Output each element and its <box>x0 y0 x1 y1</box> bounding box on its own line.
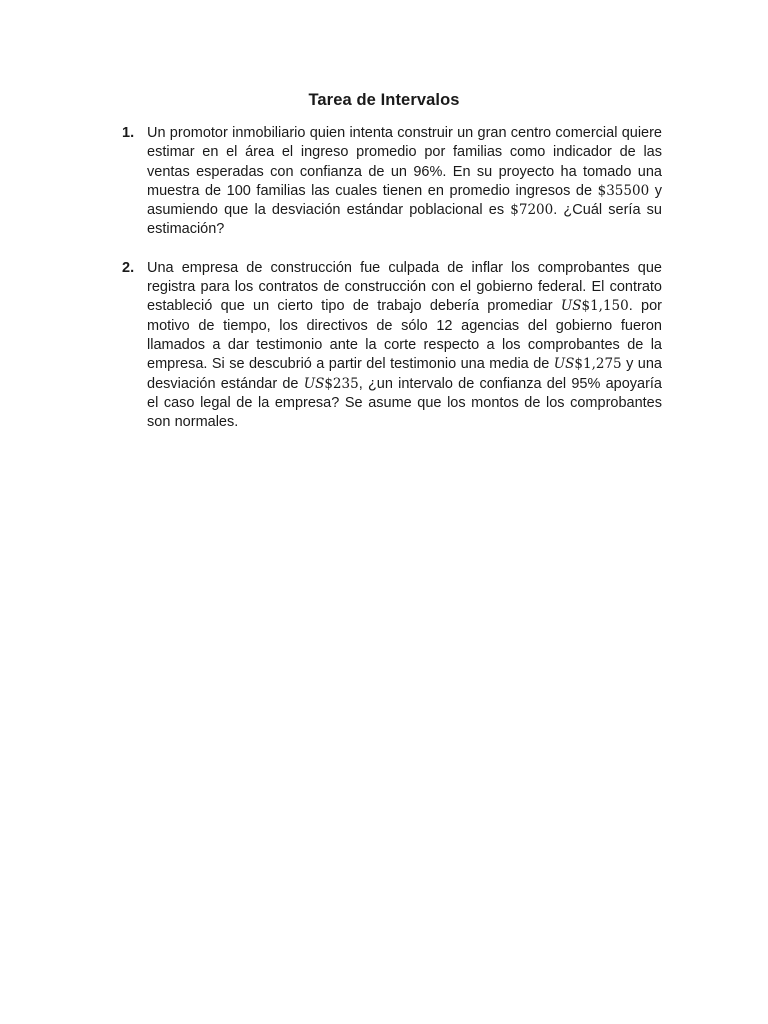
math-currency-symbol: US <box>303 375 325 392</box>
problem-number: 2. <box>122 259 135 276</box>
math-amount: $35500 <box>597 182 650 199</box>
math-currency-symbol: US <box>560 298 582 315</box>
math-amount: $1,150 <box>581 298 629 315</box>
math-amount: $1,275 <box>574 356 622 373</box>
text-run: y asumiendo que la desviación estándar poblacional es <box>147 182 662 219</box>
problem-number: 1. <box>122 125 135 141</box>
text-run: . por motivo de tiempo, los directivos de sólo 12 agencias del gobierno fueron llamados a dar testimonio ante la corte respecto a los comprobantes de la empresa. Si se descubrió a partir del testimonio una media de <box>147 298 662 373</box>
text-run: Un promotor inmobiliario quien intenta construir un gran centro comercial quiere estimar en el área el ingreso promedio por familias como indicador de las ventas esperadas con confianza de un 96%. En su proyecto ha tomado una muestra de 100 familias las cuales tienen en promedio ingresos de <box>147 125 662 199</box>
text-run: Una empresa de construcción fue culpada de inflar los comprobantes que registra para los contratos de construcción con el gobierno federal. El contrato estableció que un cierto tipo de trabajo debería promediar <box>147 259 662 315</box>
math-amount: $7200 <box>510 202 554 219</box>
document-title: Tarea de Intervalos <box>308 91 460 109</box>
text-run: y una desviación estándar de <box>147 356 662 392</box>
problem-list <box>122 124 662 451</box>
text-run: . ¿Cuál sería su estimación? <box>147 202 662 238</box>
math-amount: $235 <box>324 375 359 392</box>
math-currency-symbol: US <box>553 356 575 373</box>
text-run: , ¿un intervalo de confianza del 95% apoyaría el caso legal de la empresa? Se asume que los montos de los comprobantes son normales. <box>147 375 662 431</box>
problem-item <box>122 259 662 433</box>
problem-item <box>122 124 662 240</box>
problem-text <box>147 124 662 240</box>
problem-text <box>147 259 662 433</box>
